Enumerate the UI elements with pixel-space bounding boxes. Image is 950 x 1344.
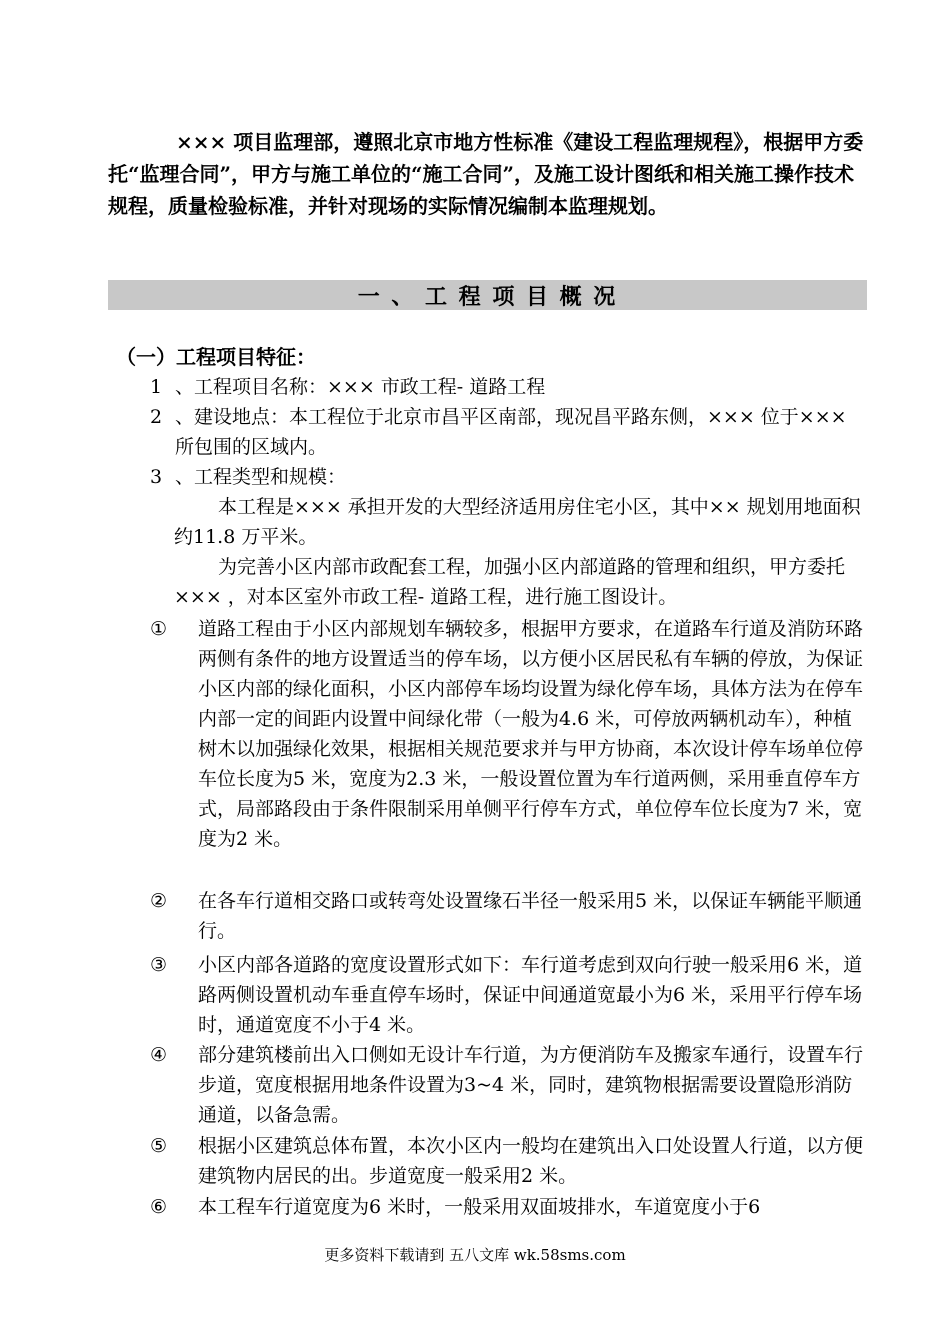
- item-number: ③: [150, 954, 168, 976]
- list-item: [150, 372, 870, 402]
- intro-paragraph: [108, 126, 868, 222]
- footer-link-text[interactable]: 更多资料下载请到 五八文库 wk.58sms.com: [324, 1246, 626, 1264]
- item-number: ①: [150, 618, 168, 640]
- item-text: 部分建筑楼前出入口侧如无设计车行道，为方便消防车及搬家车通行，设置车行步道，宽度根据用地条件设置为3~4 米，同时，建筑物根据需要设置隐形消防通道，以备急需。: [198, 1044, 864, 1126]
- section-banner: [108, 280, 867, 310]
- intro-text: ××× 项目监理部，遵照北京市地方性标准《建设工程监理规程》，根据甲方委托“监理合同”，甲方与施工单位的“施工合同”，及施工设计图纸和相关施工操作技术规程，质量检验标准，并针对现场的实际情况编制本监理规划。: [108, 130, 864, 218]
- page-footer: [0, 1245, 950, 1265]
- list-item: [150, 462, 870, 492]
- item-text: 小区内部各道路的宽度设置形式如下：车行道考虑到双向行驶一般采用6 米，道路两侧设置机动车垂直停车场时，保证中间通道宽最小为6 米，采用平行停车场时，通道宽度不小于4 米。: [198, 954, 863, 1036]
- item-number: 2: [150, 406, 163, 428]
- item-text: 根据小区建筑总体布置，本次小区内一般均在建筑出入口处设置人行道，以方便建筑物内居民的出。步道宽度一般采用2 米。: [198, 1135, 864, 1187]
- item-number: 3: [150, 466, 163, 488]
- item-text: 、工程项目名称：××× 市政工程- 道路工程: [175, 376, 546, 398]
- item-text: 、工程类型和规模：: [175, 466, 347, 488]
- item-number: 1: [150, 376, 163, 398]
- body-paragraph: 为完善小区内部市政配套工程，加强小区内部道路的管理和组织，甲方委托××× ，对本区室外市政工程- 道路工程，进行施工图设计。: [174, 556, 846, 608]
- item-number: ⑤: [150, 1135, 168, 1157]
- item-text: 在各车行道相交路口或转弯处设置缘石半径一般采用5 米，以保证车辆能平顺通行。: [198, 890, 863, 942]
- section-heading: （一）工程项目特征：: [116, 345, 316, 369]
- item-text: 道路工程由于小区内部规划车辆较多，根据甲方要求，在道路车行道及消防环路两侧有条件的地方设置适当的停车场，以方便小区居民私有车辆的停放，为保证小区内部的绿化面积，小区内部停车场均设置为绿化停车场，具体方法为在停车内部一定的间距内设置中间绿化带（一般为4.6 米，可停放两辆机动车），种植树木以加强绿化效果，根据相关规范要求并与甲方协商，本次设计停车场单位停车位长度为5 米，宽度为2.3 米，一般设置位置为车行道两侧，采用垂直停车方式，局部路段由于条件限制采用单侧平行停车方式，单位停车位长度为7 米，宽度为2 米。: [198, 618, 864, 850]
- item-number: ②: [150, 890, 168, 912]
- item-text: 、建设地点：本工程位于北京市昌平区南部，现况昌平路东侧，××× 位于××× 所包围的区域内。: [175, 406, 847, 458]
- item-text: 本工程车行道宽度为6 米时，一般采用双面坡排水，车道宽度小于6: [198, 1196, 761, 1218]
- body-paragraph: 本工程是××× 承担开发的大型经济适用房住宅小区，其中×× 规划用地面积约11.8 万平米。: [174, 496, 861, 548]
- list-item: [150, 402, 870, 462]
- banner-title: 一 、 工 程 项 目 概 况: [357, 283, 618, 310]
- item-number: ⑥: [150, 1196, 168, 1218]
- item-number: ④: [150, 1044, 168, 1066]
